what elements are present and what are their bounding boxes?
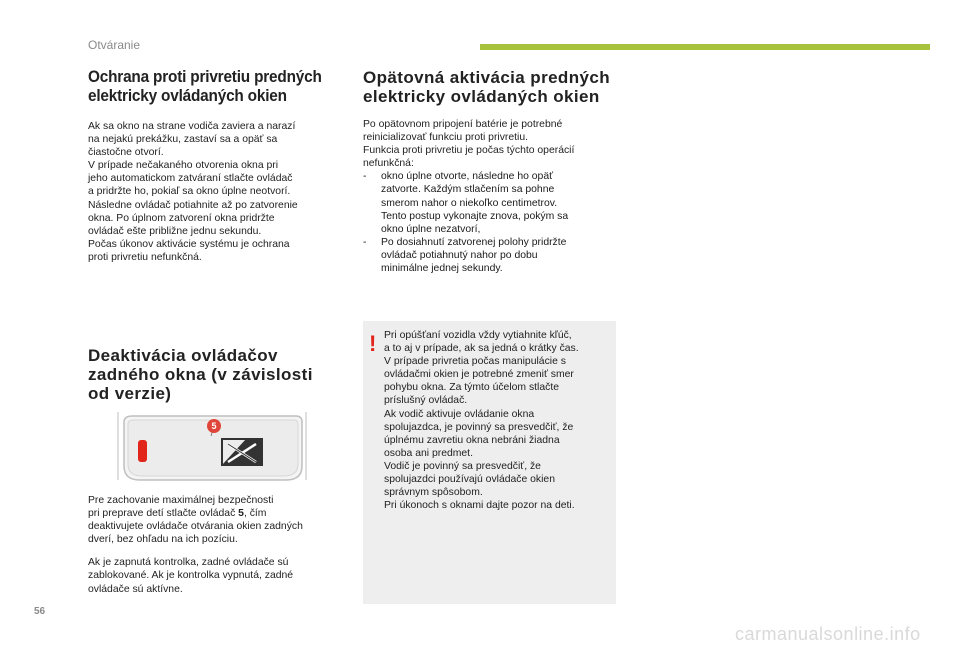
text-line: Pre zachovanie maximálnej bezpečnosti bbox=[88, 495, 274, 506]
reactivation-title bbox=[363, 68, 618, 106]
reactivation-steps bbox=[363, 170, 618, 275]
text-line: Pri úkonoch s oknami dajte pozor na deti. bbox=[384, 500, 575, 512]
text-line: okna. Po úplnom zatvorení okna pridržte bbox=[88, 212, 275, 224]
text-line: pohybu okna. Za týmto účelom stlačte bbox=[384, 382, 559, 394]
text-line: správnym spôsobom. bbox=[384, 487, 483, 499]
rear-lock-section bbox=[88, 346, 348, 403]
rear-lock-paragraph bbox=[88, 494, 350, 596]
text-line: proti privretiu nefunkčná. bbox=[88, 251, 202, 263]
text-line: ovládače sú aktívne. bbox=[88, 583, 183, 595]
text-line: Funkcia proti privretiu je počas týchto operácií bbox=[363, 145, 575, 157]
section-label: Otváranie bbox=[88, 38, 141, 52]
lock-indicator-led bbox=[138, 440, 147, 462]
title-line: zadného okna (v závislosti bbox=[88, 365, 313, 384]
text-line: Ak je zapnutá kontrolka, zadné ovládače sú bbox=[88, 557, 289, 569]
title-line: Opätovná aktivácia predných bbox=[363, 68, 610, 87]
text-line: na nejakú prekážku, zastaví sa a opäť sa bbox=[88, 134, 278, 146]
list-dash: - bbox=[363, 236, 367, 248]
text-line: deaktivujete ovládače otvárania okien zadných bbox=[88, 521, 303, 533]
text-line: ovládač ešte približne jednu sekundu. bbox=[88, 225, 262, 237]
text-line: minimálne jednej sekundy. bbox=[381, 263, 503, 275]
text-line: osoba ani predmet. bbox=[384, 447, 473, 459]
anti-pinch-title bbox=[88, 68, 339, 106]
text-line: Ak sa okno na strane vodiča zaviera a narazí bbox=[88, 121, 296, 132]
page-number: 56 bbox=[34, 606, 46, 617]
text-line: smerom nahor o niekoľko centimetrov. bbox=[381, 197, 558, 209]
text-line: jeho automatickom zatváraní stlačte ovládač bbox=[88, 173, 293, 185]
text-line: úplnému zavretiu okna nebráni žiadna bbox=[384, 434, 560, 446]
title-line: Ochrana proti privretiu predných bbox=[88, 68, 322, 86]
warning-icon: ! bbox=[369, 331, 377, 356]
text-line: okno úplne otvorte, následne ho opäť bbox=[381, 171, 554, 183]
text-line: nefunkčná: bbox=[363, 158, 414, 170]
text-line: V prípade privretia počas manipulácie s bbox=[384, 356, 566, 368]
watermark: carmanualsonline.info bbox=[735, 624, 921, 644]
text-line: Ak vodič aktivuje ovládanie okna bbox=[384, 408, 535, 420]
callout-number-5: 5 bbox=[207, 419, 221, 433]
text-line: Vodič je povinný sa presvedčiť, že bbox=[384, 460, 541, 472]
text-line: Následne ovládač potiahnite až po zatvorenie bbox=[88, 199, 298, 211]
text-line: Po opätovnom pripojení batérie je potrebné bbox=[363, 119, 563, 130]
left-column bbox=[88, 68, 340, 264]
warning-box bbox=[363, 321, 616, 604]
anti-pinch-paragraph bbox=[88, 120, 340, 264]
text-line: V prípade nečakaného otvorenia okna pri bbox=[88, 160, 279, 172]
warning-text bbox=[384, 329, 612, 512]
text-line bbox=[88, 507, 350, 520]
text-line: spolujazdci používajú ovládače okien bbox=[384, 474, 555, 486]
text-line: zablokované. Ak je kontrolka vypnutá, zadné bbox=[88, 570, 294, 582]
text-line: a pridržte ho, pokiaľ sa okno úplne neotvorí. bbox=[88, 186, 291, 198]
text-line: Tento postup vykonajte znova, pokým sa bbox=[381, 210, 569, 222]
switch-reference: 5 bbox=[238, 508, 244, 520]
text-line: spolujazdca, je povinný sa presvedčiť, že bbox=[384, 421, 574, 433]
text-line: Počas úkonov aktivácie systému je ochrana bbox=[88, 238, 290, 250]
text-line: reinicializovať funkciu proti privretiu. bbox=[363, 132, 529, 144]
text-span: pri preprave detí stlačte ovládač bbox=[88, 508, 239, 520]
text-line: Pri opúšťaní vozidla vždy vytiahnite kľúč, bbox=[384, 330, 572, 341]
text-line: okno úplne nezatvorí, bbox=[381, 223, 481, 235]
title-line: od verzie) bbox=[88, 384, 172, 403]
right-column bbox=[363, 68, 618, 275]
text-line: zatvorte. Každým stlačením sa pohne bbox=[381, 184, 555, 196]
text-span: , čím bbox=[243, 508, 267, 520]
text-line: Po dosiahnutí zatvorenej polohy pridržte bbox=[381, 236, 567, 248]
text-line: a to aj v prípade, ak sa jedná o krátky čas. bbox=[384, 343, 579, 355]
title-line: elektricky ovládaných okien bbox=[363, 87, 600, 106]
list-item bbox=[363, 236, 618, 275]
text-line: príslušný ovládač. bbox=[384, 395, 468, 407]
text-line: dverí, bez ohľadu na ich pozíciu. bbox=[88, 534, 238, 546]
section-accent-bar bbox=[480, 44, 930, 50]
list-item bbox=[363, 170, 618, 235]
title-line: Deaktivácia ovládačov bbox=[88, 346, 278, 365]
rear-lock-title bbox=[88, 346, 348, 403]
list-dash: - bbox=[363, 171, 367, 183]
text-line: ovládač potiahnutý nahor po dobu bbox=[381, 249, 538, 261]
text-line: ovládačmi okien je potrebné zmeniť smer bbox=[384, 369, 574, 381]
title-line: elektricky ovládaných okien bbox=[88, 87, 287, 105]
text-line: čiastočne otvorí. bbox=[88, 147, 164, 159]
